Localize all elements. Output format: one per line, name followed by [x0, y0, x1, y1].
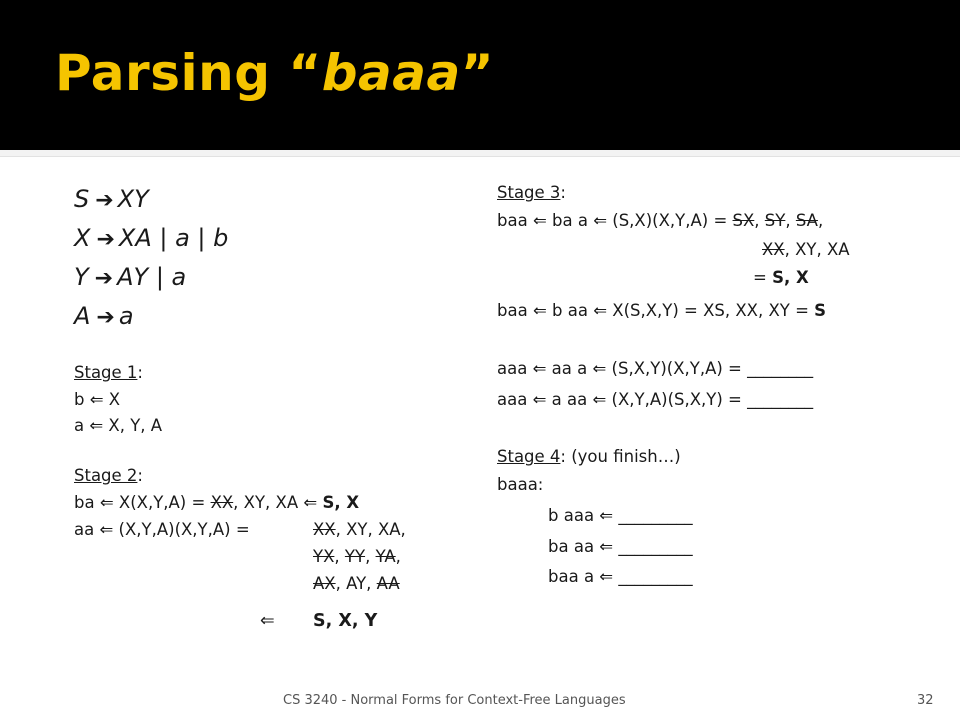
rule-lhs: Y	[74, 263, 89, 291]
expr-text: ba ⇐ X(X,Y,A) =	[74, 493, 211, 512]
title-prefix: Parsing “	[55, 44, 322, 102]
grammar-rules	[74, 185, 228, 332]
struck-term: XX	[762, 240, 785, 259]
rule-lhs: S	[74, 185, 90, 213]
stage1-heading	[74, 360, 162, 387]
expr-text: baa ⇐ ba a ⇐ (S,X)(X,Y,A) =	[497, 211, 733, 230]
rule-lhs: A	[74, 302, 91, 330]
struck-term: XX	[313, 520, 336, 539]
stage1-line: a ⇐ X, Y, A	[74, 416, 163, 435]
expr-text: , XY, XA ⇐	[233, 493, 323, 512]
rule-lhs: X	[74, 224, 91, 252]
expr-text: ,	[754, 211, 765, 230]
title-divider	[0, 150, 960, 157]
stage-heading: Stage 4	[497, 447, 561, 466]
result-set: S, X, Y	[313, 611, 378, 631]
expr-text: , XY, XA	[784, 240, 850, 259]
expr-text: , XY, XA,	[335, 520, 406, 539]
expr-text: ,	[785, 211, 796, 230]
stage3-line: aaa ⇐ a aa ⇐ (X,Y,A)(S,X,Y) = ________	[497, 390, 814, 409]
stage1-line: b ⇐ X	[74, 389, 121, 409]
rule-rhs: XA | a | b	[118, 224, 229, 252]
struck-term: SX	[732, 211, 755, 230]
result-set: S	[814, 301, 827, 320]
stage3-line	[497, 298, 826, 325]
rule-rhs: XY	[117, 185, 149, 213]
stage2-line: aa ⇐ (X,Y,A)(X,Y,A) =	[74, 520, 250, 539]
expr-text: ,	[817, 211, 824, 230]
grammar-rule	[74, 263, 228, 293]
heading-colon: :	[137, 363, 143, 382]
stage3-line: aaa ⇐ aa a ⇐ (S,X,Y)(X,Y,A) = ________	[497, 359, 814, 378]
grammar-rule	[74, 185, 228, 215]
grammar-rule	[74, 302, 228, 332]
struck-term: AX	[313, 574, 336, 593]
title-suffix: ”	[460, 44, 495, 102]
derives-arrow-icon: ⇐	[260, 611, 275, 631]
stage1-block	[74, 360, 162, 440]
stage2-line	[313, 544, 401, 571]
stage3-line	[762, 237, 850, 264]
heading-colon: :	[137, 466, 143, 485]
struck-term: YX	[313, 547, 335, 566]
stage3-heading	[497, 180, 566, 207]
title-bar	[0, 0, 960, 150]
stage-heading: Stage 2	[74, 466, 138, 485]
stage4-line: baa a ⇐ _________	[548, 567, 693, 586]
stage4-line: b aaa ⇐ _________	[548, 506, 693, 525]
arrow-icon: ➔	[96, 305, 115, 330]
stage4-heading	[497, 444, 681, 471]
arrow-icon: ➔	[95, 188, 114, 213]
stage3-line	[497, 208, 823, 235]
heading-colon: : (you finish…)	[560, 447, 681, 466]
expr-text: ,	[395, 547, 401, 566]
expr-text: , AY,	[335, 574, 377, 593]
stage3-line	[753, 265, 809, 292]
heading-colon: :	[560, 183, 566, 202]
stage2-line	[313, 571, 400, 598]
slide-footer: CS 3240 - Normal Forms for Context-Free Languages	[283, 693, 626, 708]
stage4-line: ba aa ⇐ _________	[548, 537, 693, 556]
struck-term: SY	[764, 211, 786, 230]
result-set: S, X	[772, 268, 809, 287]
expr-text: ,	[334, 547, 345, 566]
stage4-word: baaa:	[497, 475, 544, 494]
stage-heading: Stage 3	[497, 183, 561, 202]
stage2-line	[313, 517, 406, 544]
slide-title	[55, 44, 494, 102]
struck-term: YA	[375, 547, 396, 566]
rule-rhs: a	[118, 302, 134, 330]
title-word: baaa	[321, 44, 461, 102]
expr-text: =	[753, 268, 773, 287]
arrow-icon: ➔	[94, 266, 114, 291]
page-number: 32	[917, 693, 934, 708]
struck-term: XX	[210, 493, 234, 512]
expr-text: ,	[365, 547, 376, 566]
stage2-heading	[74, 463, 143, 490]
arrow-icon: ➔	[96, 227, 115, 252]
stage-heading: Stage 1	[74, 363, 138, 382]
struck-term: AA	[376, 574, 400, 593]
rule-rhs: AY | a	[117, 263, 187, 291]
struck-term: SA	[795, 211, 818, 230]
result-set: S, X	[322, 493, 360, 512]
struck-term: YY	[344, 547, 366, 566]
expr-text: baa ⇐ b aa ⇐ X(S,X,Y) = XS, XX, XY =	[497, 301, 815, 320]
grammar-rule	[74, 224, 228, 254]
stage2-line	[74, 490, 359, 517]
